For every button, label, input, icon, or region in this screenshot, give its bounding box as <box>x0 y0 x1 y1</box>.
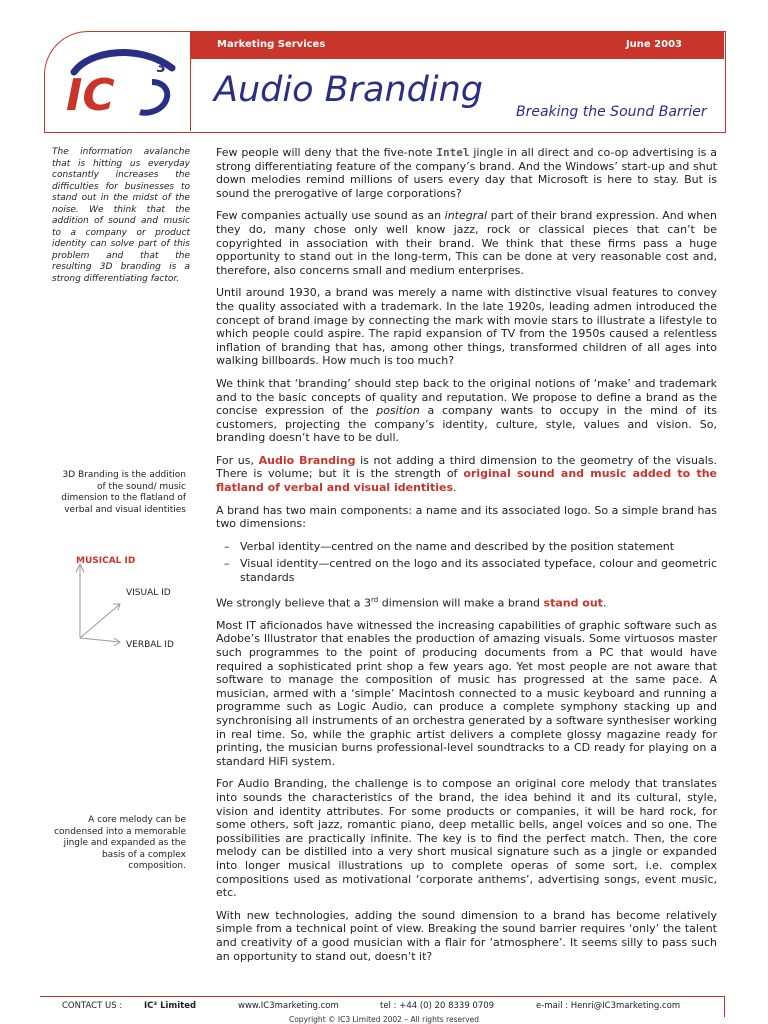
article-body <box>216 146 717 972</box>
footer-company: IC³ Limited <box>144 1001 197 1011</box>
footer-phone: tel : +44 (0) 20 8339 0709 <box>380 1001 495 1011</box>
paragraph-8: Most IT aficionados have witnessed the increasing capabilities of graphic software such as Adobe’s Illustrator that enables the production of amazing visuals. Some virtuosos master such programmes to the point of producing documents from a PC that would have required a sophisticated print shop a few years ago. Yet most people are not aware that software to manage the composition of music has progressed at the same pace. A musician, armed with a ‘simple’ Macintosh connected to a music keyboard and running a programme such as Logic Audio, can produce a complete symphony stacking up and synchronising all instruments of an orchestra generated by a software synthesiser working in real time. So, while the graphic artist delivers a complete glossy magazine ready for printing, the musician burns professional-level soundtracks to a CD ready for playing on a standard HiFi system. <box>216 618 717 768</box>
diagram-label-visual: VISUAL ID <box>126 588 171 598</box>
sidebar-note-melody: A core melody can be condensed into a memorable jingle and expanded as the basis of a complex composition. <box>54 815 186 871</box>
diagram-label-verbal: VERBAL ID <box>126 640 174 650</box>
paragraph-9: For Audio Branding, the challenge is to compose an original core melody that translates into sounds the characteristics of the brand, the idea behind it and its cultural, style, vision and identity attributes. For some products or companies, it will be hard rock, for some others, soft jazz, romantic piano, deep metallic bells, angel voices and so one. The possibilities are practically infinite. The key is to find the perfect match. Then, the core melody can be distilled into a very short musical signature such as a jingle or expanded into longer musical illustrations up to complete operas of some sort, i.e. complex compositions used as motivational ‘corporate anthems’, advertising songs, event music, etc. <box>216 777 717 900</box>
section-label: Marketing Services <box>217 39 326 50</box>
copyright: Copyright © IC3 Limited 2002 – All rights reserved <box>288 1015 480 1024</box>
page-subtitle: Breaking the Sound Barrier <box>516 104 707 120</box>
paragraph-1: Few people will deny that the five-note Intel jingle in all direct and co-op advertising is a strong differentiating feature of the company’s brand. And the Windows’ start-up and shut down melodies remind millions of users every day that Microsoft is here to stay. But is sound the prerogative of large corporations? <box>216 146 717 200</box>
highlight-original-sound: original sound and music added to the flatland of verbal and visual identities <box>216 467 717 495</box>
intel-mark: Intel <box>436 146 470 159</box>
paragraph-5: For us, Audio Branding is not adding a third dimension to the geometry of the visuals. There is volume; but it is the strength of original sound and music added to the flatland of verbal and visual identities. <box>216 453 718 495</box>
page-title: Audio Branding <box>214 70 483 110</box>
svg-text:3: 3 <box>156 60 166 76</box>
paragraph-2: Few companies actually use sound as an integral part of their brand expression. And when they do, many chose only well know jazz, rock or classical pieces that can’t be copyrighted in association with their brand. We think that these firms pass a huge opportunity to stand out in the long-term, This can be done at very reasonable cost and, therefore, also concerns small and medium enterprises. <box>216 209 717 277</box>
footer <box>40 996 725 1017</box>
paragraph-6: A brand has two main components: a name and its associated logo. So a simple brand has two dimensions: <box>216 503 717 531</box>
highlight-audio-branding: Audio Branding <box>258 453 356 467</box>
ic3-logo <box>60 42 180 120</box>
paragraph-4: We think that ‘branding’ should step back to the original notions of ‘make’ and trademark and to the basic concepts of quality and reputation. We propose to define a brand as the concise expression of the position a company wants to occupy in the mind of its customers, projecting the company’s identity, culture, style, values and vision. So, branding doesn’t have to be dull. <box>216 376 718 445</box>
diagram-label-musical: MUSICAL ID <box>76 556 136 566</box>
highlight-stand-out: stand out <box>543 596 603 610</box>
paragraph-7: We strongly believe that a 3rd dimension will make a brand stand out. <box>216 595 607 610</box>
list-item-visual: – Visual identity—centred on the logo and its associated typeface, colour and geometric standards <box>216 557 717 584</box>
list-item-verbal: – Verbal identity—centred on the name and described by the position statement <box>216 540 717 554</box>
footer-contact-label: CONTACT US : <box>62 1001 123 1011</box>
header-divider <box>190 59 191 131</box>
header-bar <box>190 31 724 59</box>
paragraph-3: Until around 1930, a brand was merely a name with distinctive visual features to convey the quality associated with a trademark. In the late 1920s, leading admen introduced the concept of brand image by connecting the mark with movie stars to illustrate a lifestyle to which people could aspire. The rapid expansion of TV from the 1950s caused a relentless inflation of branding that has, among other things, transformed children of all ages into walking billboards. How much is too much? <box>216 286 717 368</box>
issue-date: June 2003 <box>625 39 682 50</box>
sidebar-note-3d: 3D Branding is the addition of the sound/ music dimension to the flatland of verbal and visual identities <box>61 470 186 515</box>
sidebar-intro: The information avalanche that is hitting us everyday constantly increases the difficulties for businesses to stand out in the midst of the noise. We think that the addition of sound and music to a company or product identity can solve part of this problem and that the resulting 3D branding is a strong differentiating factor. <box>52 147 190 284</box>
paragraph-10: With new technologies, adding the sound dimension to a brand has become relatively simple from a technical point of view. Breaking the sound barrier requires ‘only’ the talent and creativity of a good musician with a flair for ‘atmosphere’. It seems silly to pass such an opportunity to stand out, doesn’t it? <box>216 908 717 963</box>
footer-website-link[interactable]: www.IC3marketing.com <box>238 1001 339 1011</box>
svg-text:IC: IC <box>66 70 115 120</box>
footer-email-link[interactable]: e-mail : Henri@IC3marketing.com <box>536 1001 681 1011</box>
